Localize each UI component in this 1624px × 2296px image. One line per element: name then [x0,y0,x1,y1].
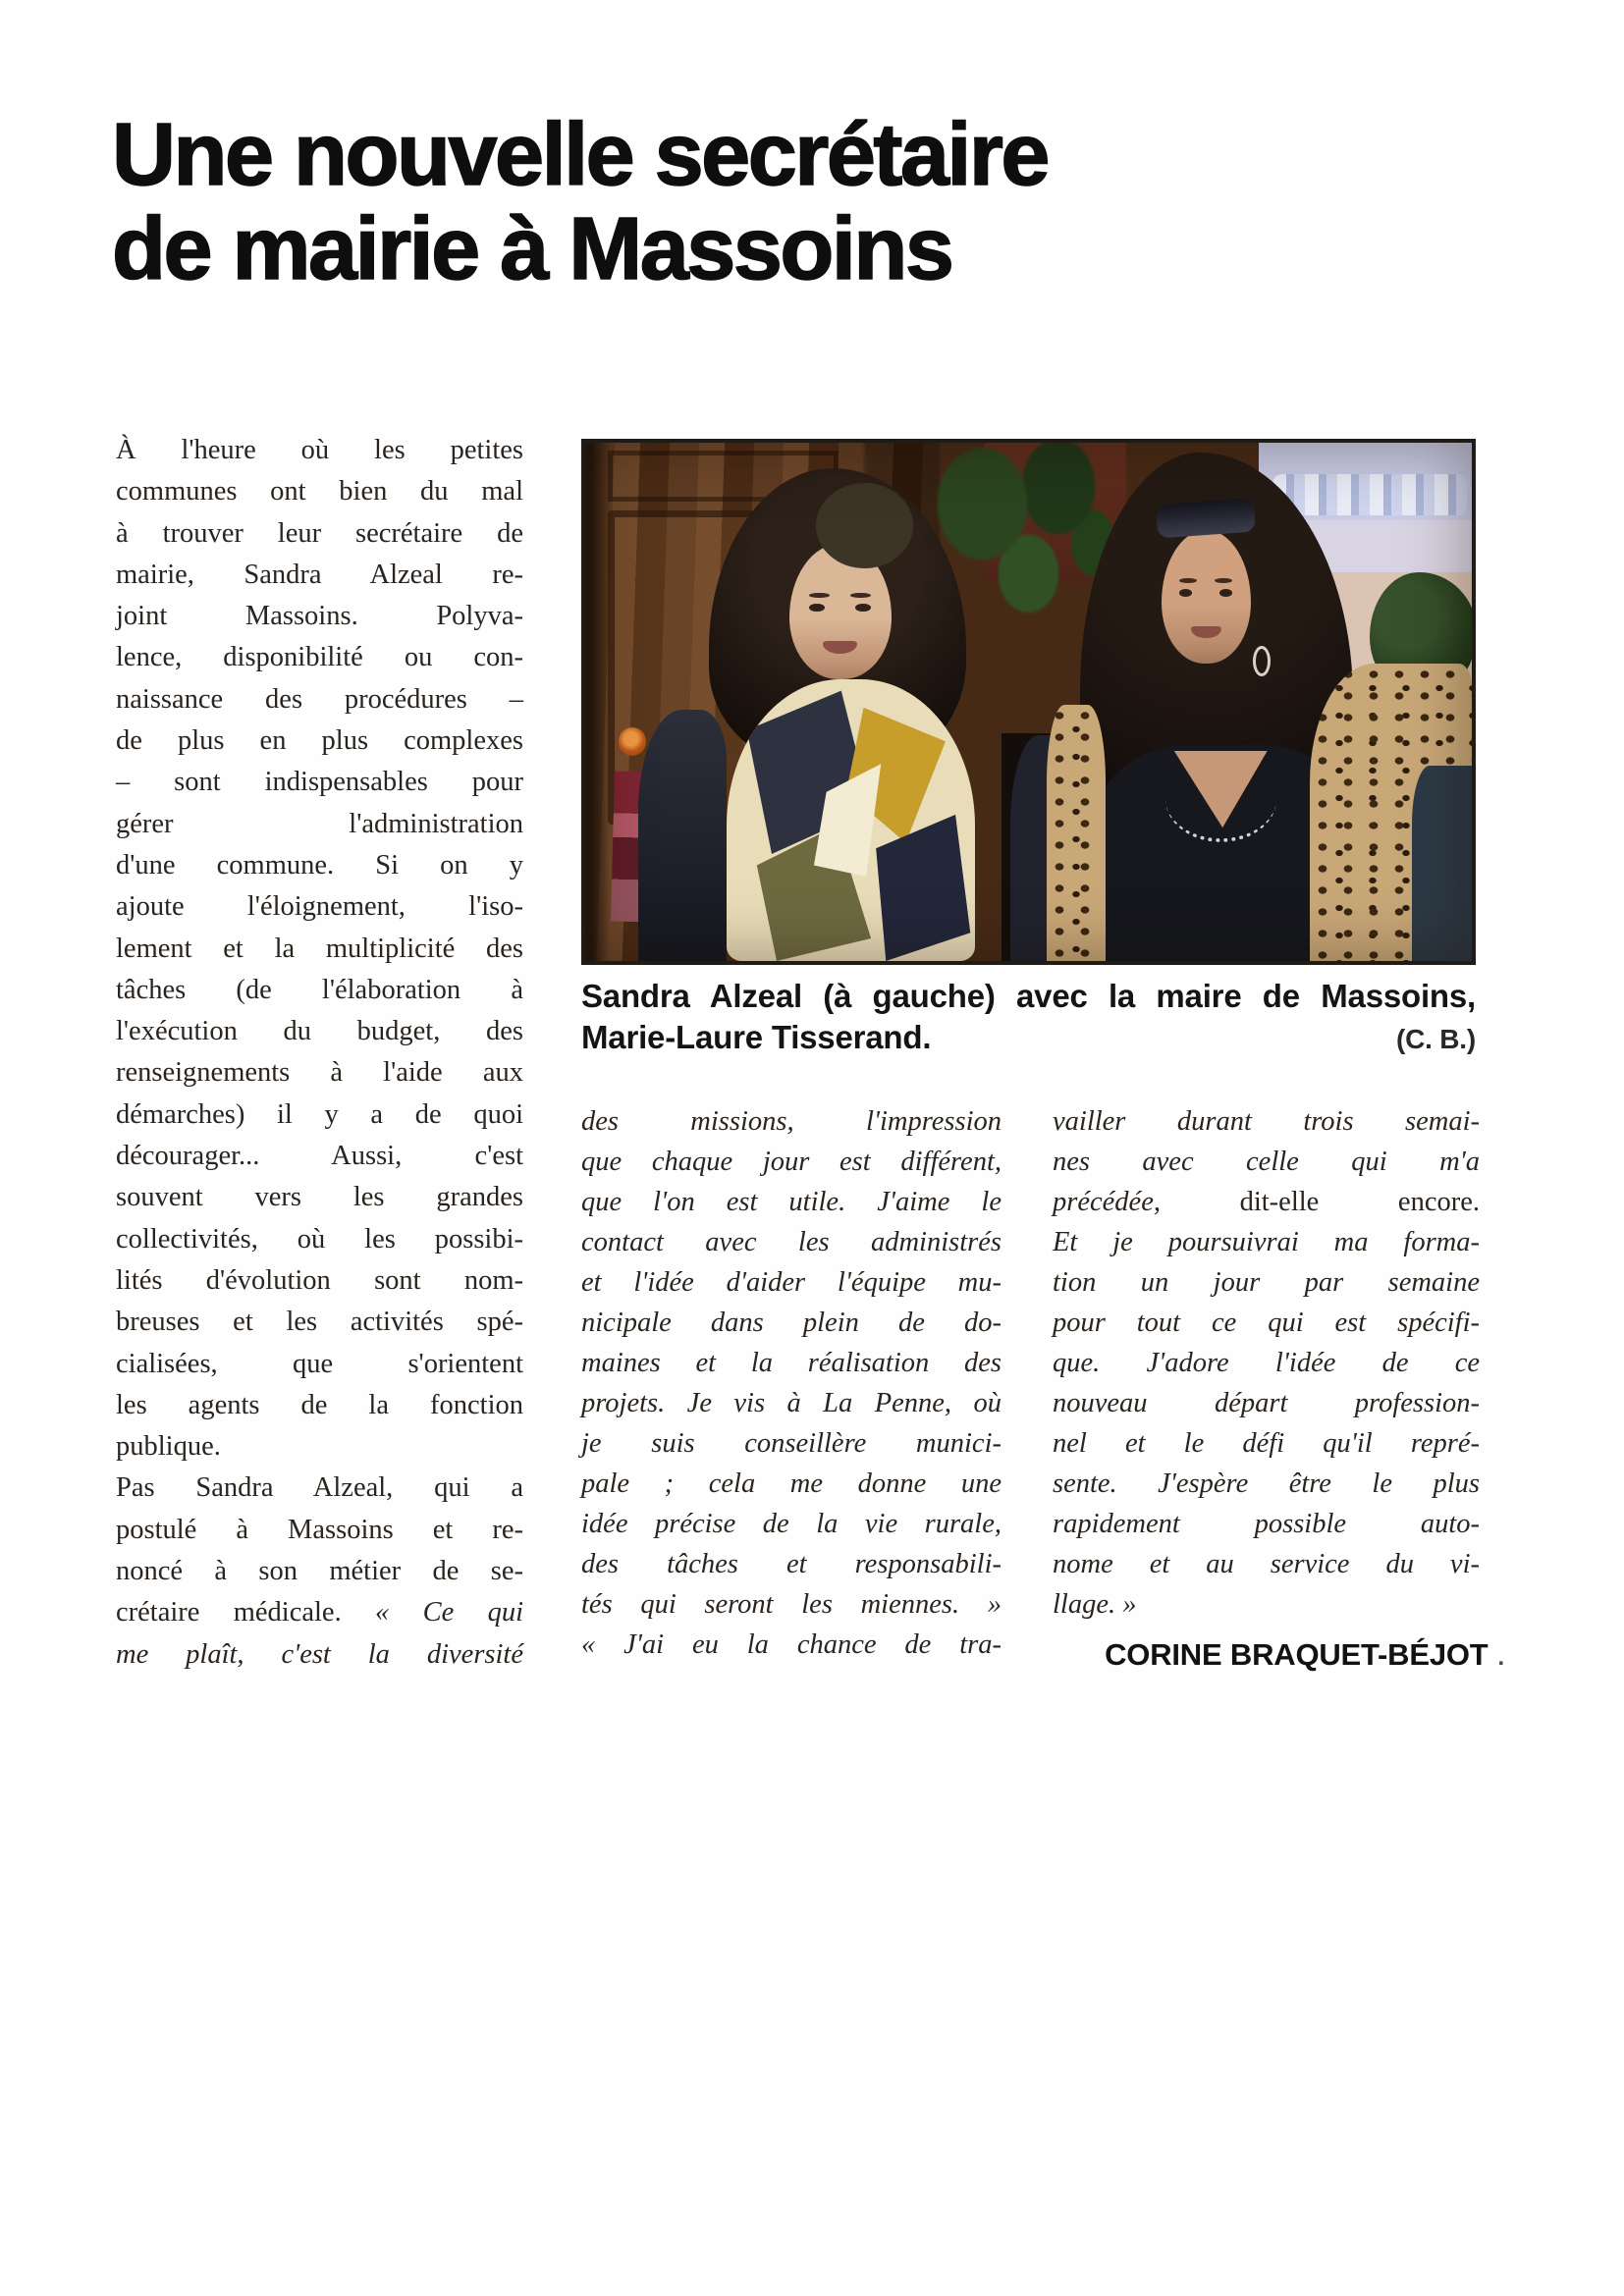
text-line: mairie, Sandra Alzeal re- [116,559,523,590]
article-column-left [116,430,523,1676]
text-line: breuses et les activités spé- [116,1307,523,1338]
text-line: pour tout ce qui est spécifi- [1053,1308,1480,1338]
article-headline [112,108,1388,296]
author-name: CORINE BRAQUET-BÉJOT [1105,1637,1489,1672]
text-line: naissance des procédures – [116,683,523,715]
text-line: nome et au service du vi- [1053,1549,1480,1579]
text-line: Pas Sandra Alzeal, qui a [116,1472,523,1504]
article-column-middle [581,1101,1001,1665]
text-line: communes ont bien du mal [116,476,523,507]
text-line: tâches (de l'élaboration à [116,974,523,1005]
text-line: à trouver leur secrétaire de [116,517,523,549]
text-line: des tâches et responsabili- [581,1549,1001,1579]
text-line: vailler durant trois semai- [1053,1106,1480,1137]
article-photo [581,439,1476,965]
text-line: l'exécution du budget, des [116,1016,523,1047]
text-line: joint Massoins. Polyva- [116,601,523,632]
text-line: sente. J'espère être le plus [1053,1468,1480,1499]
text-line: lence, disponibilité ou con- [116,642,523,673]
text-line: me plaît, c'est la diversité [116,1638,523,1670]
text-line: collectivités, où les possibi- [116,1223,523,1255]
text-line: postulé à Massoins et re- [116,1514,523,1545]
text-line: précédée, dit-elle encore. [1053,1187,1480,1217]
text-line: cialisées, que s'orientent [116,1348,523,1379]
text-line: gérer l'administration [116,808,523,839]
text-line: les agents de la fonction [116,1389,523,1420]
text-line: ajoute l'éloignement, l'iso- [116,891,523,923]
caption-line-2: Marie-Laure Tisserand. [581,1019,932,1055]
text-line: lement et la multiplicité des [116,933,523,964]
text-line: pale ; cela me donne une [581,1468,1001,1499]
text-line: décourager... Aussi, c'est [116,1141,523,1172]
text-line: je suis conseillère munici- [581,1428,1001,1459]
text-line: souvent vers les grandes [116,1182,523,1213]
text-line: tion un jour par semaine [1053,1267,1480,1298]
headline-line-1: Une nouvelle secrétaire [112,106,1048,204]
text-line: À l'heure où les petites [116,435,523,465]
text-line: nes avec celle qui m'a [1053,1147,1480,1177]
text-line: d'une commune. Si on y [116,849,523,881]
text-line: llage. » [1053,1589,1137,1620]
text-line: nicipale dans plein de do- [581,1308,1001,1338]
article-column-right [1053,1101,1480,1625]
text-line: démarches) il y a de quoi [116,1098,523,1130]
author-byline [1053,1637,1504,1673]
text-line: lités d'évolution sont nom- [116,1264,523,1296]
text-line: de plus en plus complexes [116,725,523,757]
text-line: renseignements à l'aide aux [116,1057,523,1089]
text-line: que. J'adore l'idée de ce [1053,1348,1480,1378]
text-line: contact avec les administrés [581,1227,1001,1257]
headline-line-2: de mairie à Massoins [112,200,952,298]
text-line: publique. [116,1431,221,1463]
text-line: des missions, l'impression [581,1106,1001,1137]
byline-end-mark: . [1497,1644,1504,1671]
text-line: idée précise de la vie rurale, [581,1509,1001,1539]
text-line: « J'ai eu la chance de tra- [581,1629,1001,1660]
text-line: crétaire médicale. « Ce qui [116,1597,523,1629]
text-line: que l'on est utile. J'aime le [581,1187,1001,1217]
text-line: noncé à son métier de se- [116,1556,523,1587]
text-line: nel et le défi qu'il repré- [1053,1428,1480,1459]
text-line: projets. Je vis à La Penne, où [581,1388,1001,1418]
photo-credit: (C. B.) [1395,1024,1476,1054]
text-line: nouveau départ profession- [1053,1388,1480,1418]
text-line: rapidement possible auto- [1053,1509,1480,1539]
text-line: – sont indispensables pour [116,767,523,798]
photo-vignette [585,443,1472,961]
text-line: et l'idée d'aider l'équipe mu- [581,1267,1001,1298]
text-line: Et je poursuivrai ma forma- [1053,1227,1480,1257]
text-line: tés qui seront les miennes. » [581,1589,1001,1620]
text-line: que chaque jour est différent, [581,1147,1001,1177]
text-line: maines et la réalisation des [581,1348,1001,1378]
caption-line-1: Sandra Alzeal (à gauche) avec la maire de Massoins, [581,978,1476,1014]
photo-caption [581,976,1476,1058]
